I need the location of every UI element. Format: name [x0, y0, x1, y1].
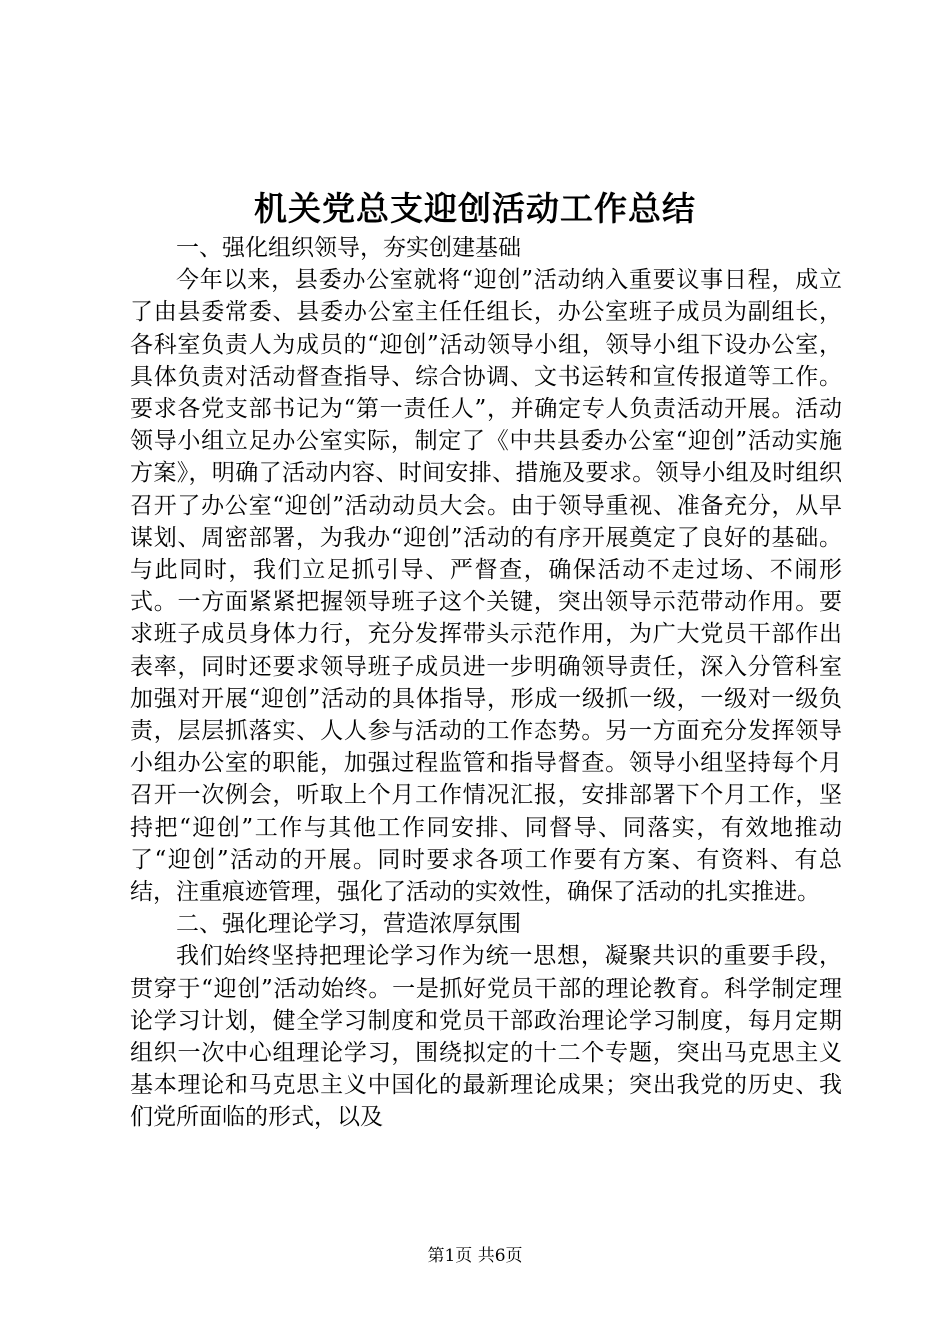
- section-heading-2: 二、强化理论学习，营造浓厚氛围: [176, 911, 521, 938]
- body-paragraph-2: 我们始终坚持把理论学习作为统一思想，凝聚共识的重要手段，贯穿于“迎创”活动始终。一是抓好党员干部的理论教育。科学制定理论学习计划，健全学习制度和党员干部政治理论学习制度，每月定期组织一次中心组理论学习，围绕拟定的十二个专题，突出马克思主义基本理论和马克思主义中国化的最新理论成果；突出我党的历史、我们党所面临的形式，以及: [130, 943, 842, 1131]
- section-heading-1: 一、强化组织领导，夯实创建基础: [176, 235, 521, 261]
- page-number-footer: 第1页 共6页: [427, 1246, 523, 1266]
- document-title: 机关党总支迎创活动工作总结: [254, 189, 696, 228]
- body-paragraph-1: 今年以来，县委办公室就将“迎创”活动纳入重要议事日程，成立了由县委常委、县委办公室主任任组长，办公室班子成员为副组长，各科室负责人为成员的“迎创”活动领导小组，领导小组下设办公室，具体负责对活动督查指导、综合协调、文书运转和宣传报道等工作。要求各党支部书记为“第一责任人”，并确定专人负责活动开展。活动领导小组立足办公室实际，制定了《中共县委办公室“迎创”活动实施方案》，明确了活动内容、时间安排、措施及要求。领导小组及时组织召开了办公室“迎创”活动动员大会。由于领导重视、准备充分，从早谋划、周密部署，为我办“迎创”活动的有序开展奠定了良好的基础。与此同时，我们立足抓引导、严督查，确保活动不走过场、不闹形式。一方面紧紧把握领导班子这个关键，突出领导示范带动作用。要求班子成员身体力行，充分发挥带头示范作用，为广大党员干部作出表率，同时还要求领导班子成员进一步明确领导责任，深入分管科室加强对开展“迎创”活动的具体指导，形成一级抓一级，一级对一级负责，层层抓落实、人人参与活动的工作态势。另一方面充分发挥领导小组办公室的职能，加强过程监管和指导督查。领导小组坚持每个月召开一次例会，听取上个月工作情况汇报，安排部署下个月工作，坚持把“迎创”工作与其他工作同安排、同督导、同落实，有效地推动了“迎创”活动的开展。同时要求各项工作要有方案、有资料、有总结，注重痕迹管理，强化了活动的实效性，确保了活动的扎实推进。: [130, 267, 842, 906]
- document-body: [130, 232, 842, 1134]
